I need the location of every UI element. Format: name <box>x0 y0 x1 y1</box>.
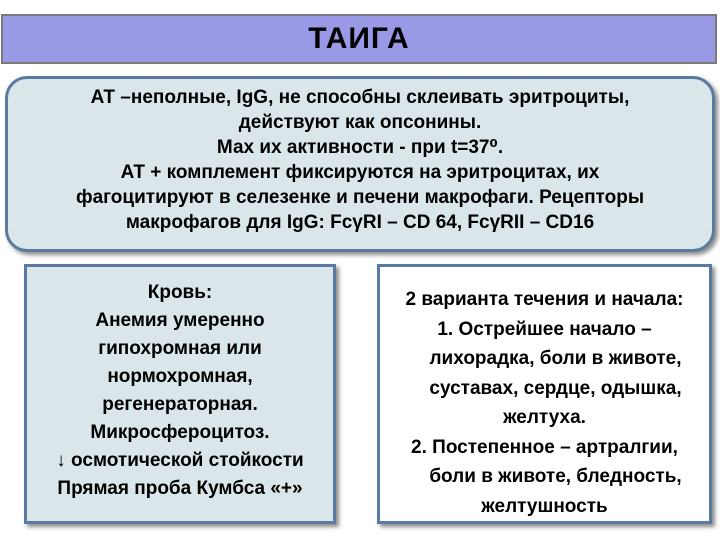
page-title: ТАИГА <box>308 22 410 55</box>
text-line: ↓ осмотической стойкости <box>56 450 304 471</box>
course-variants-box <box>377 264 712 524</box>
text-line: АТ + комплемент фиксируются на эритроцитах, их <box>120 162 600 183</box>
text-line: гипохромная или <box>98 338 262 359</box>
text-line: боли в животе, бледность, <box>429 466 682 487</box>
text-line: макрофагов для IgG: FcγRI – CD 64, FcγRII – CD16 <box>125 212 595 233</box>
text-line: Прямая проба Кумбса «+» <box>57 478 303 499</box>
title-bar <box>1 14 717 64</box>
text-line: 2 варианта течения и начала: <box>405 289 684 310</box>
text-line: 2. Постепенное – артралгии, <box>411 436 678 458</box>
text-line: действуют как опсонины. <box>238 112 482 133</box>
antibody-info-box <box>5 76 715 252</box>
text-line: желтуха. <box>503 407 586 428</box>
text-line: фагоцитируют в селезенке и печени макрофаги. Рецепторы <box>75 187 645 208</box>
text-line: Анемия умеренно <box>95 310 265 331</box>
text-line: регенераторная. <box>102 394 258 415</box>
text-line: АТ –неполные, IgG, не способны склеивать эритроциты, <box>90 87 630 108</box>
text-line: нормохромная, <box>107 366 253 387</box>
text-line: лихорадка, боли в животе, <box>429 348 682 369</box>
text-line: суставах, сердце, одышка, <box>429 377 682 399</box>
text-line: Кровь: <box>147 282 213 303</box>
text-line: Микросфероцитоз. <box>90 422 270 443</box>
text-line: 1. Острейшее начало – <box>437 318 652 340</box>
blood-findings-box <box>24 264 336 524</box>
text-line: желтушность <box>481 495 608 517</box>
text-line: Мах их активности - при t=37⁰. <box>216 137 504 158</box>
